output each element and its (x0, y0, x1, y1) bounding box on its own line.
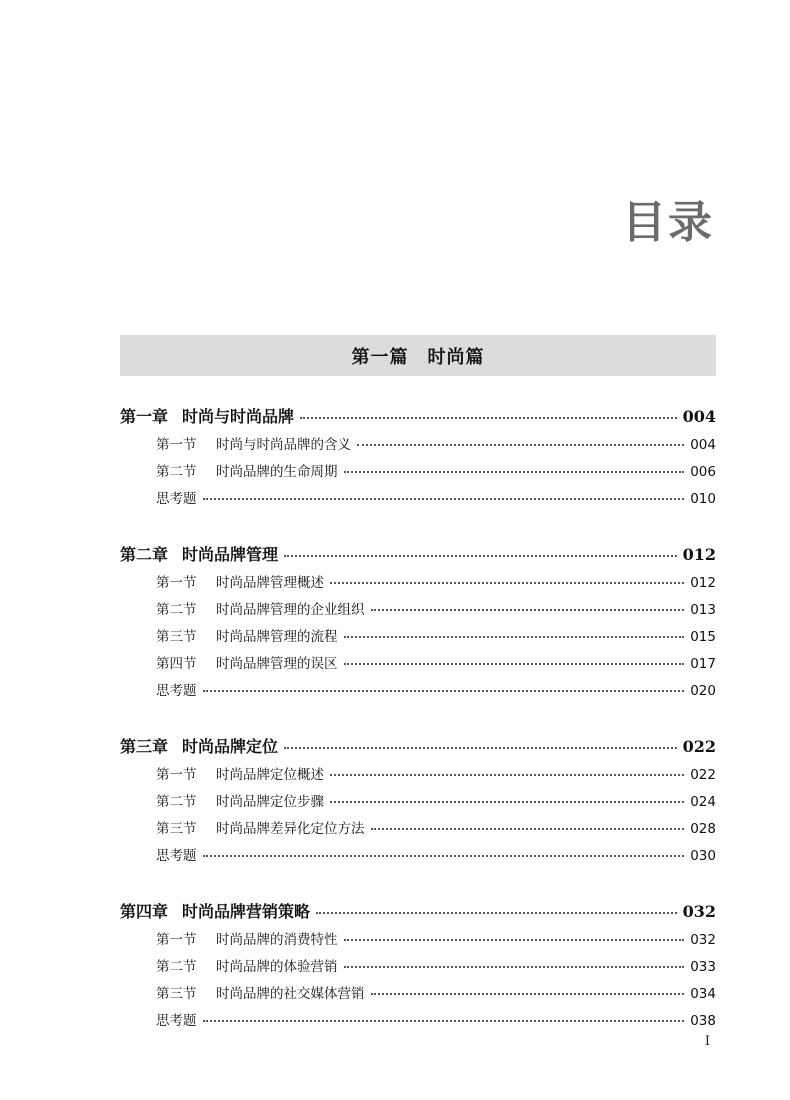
section-number: 第三节 (156, 986, 197, 1002)
section-label (156, 817, 365, 837)
page-title: 目录 (622, 197, 714, 248)
dot-leader (344, 457, 685, 473)
dot-leader (203, 484, 685, 500)
toc-section-entry[interactable] (120, 625, 716, 652)
section-page-number: 034 (690, 986, 716, 1002)
toc-section-entry[interactable] (120, 652, 716, 679)
section-number: 第一节 (156, 437, 197, 453)
chapter-title: 时尚与时尚品牌 (182, 407, 295, 426)
section-number: 第一节 (156, 575, 197, 591)
dot-leader (203, 1006, 685, 1022)
page-folio: I (704, 1034, 710, 1049)
chapter-label (120, 542, 278, 565)
toc-section-entry[interactable] (120, 571, 716, 598)
dot-leader (330, 760, 684, 776)
chapter-page-number: 004 (682, 407, 716, 426)
section-label (156, 487, 197, 507)
section-label (156, 652, 338, 672)
section-label (156, 763, 324, 783)
dot-leader (330, 568, 684, 584)
section-title: 思考题 (156, 491, 197, 507)
section-label (156, 955, 338, 975)
toc-section-entry[interactable] (120, 763, 716, 790)
section-page-number: 013 (690, 602, 716, 618)
section-number: 第一节 (156, 932, 197, 948)
chapter-label (120, 404, 294, 427)
dot-leader (344, 649, 685, 665)
section-number: 第二节 (156, 464, 197, 480)
chapter-number: 第二章 (120, 545, 169, 564)
toc-list (120, 404, 716, 1064)
part-title: 第一篇 时尚篇 (351, 346, 485, 368)
dot-leader (203, 841, 685, 857)
dot-leader (344, 925, 685, 941)
chapter-label (120, 734, 278, 757)
section-label (156, 460, 338, 480)
section-title: 时尚与时尚品牌的含义 (216, 437, 351, 453)
dot-leader (203, 676, 685, 692)
section-page-number: 032 (690, 932, 716, 948)
section-label (156, 598, 365, 618)
section-title: 思考题 (156, 1013, 197, 1029)
toc-chapter (120, 899, 716, 1036)
toc-section-entry[interactable] (120, 598, 716, 625)
dot-leader (284, 733, 677, 749)
toc-chapter-entry[interactable] (120, 734, 716, 763)
section-title: 时尚品牌的生命周期 (216, 464, 338, 480)
section-page-number: 010 (690, 491, 716, 507)
section-title: 时尚品牌定位概述 (216, 767, 324, 783)
section-title: 时尚品牌的体验营销 (216, 959, 338, 975)
chapter-title: 时尚品牌营销策略 (182, 902, 311, 921)
toc-section-entry[interactable] (120, 844, 716, 871)
section-label (156, 928, 338, 948)
section-page-number: 038 (690, 1013, 716, 1029)
chapter-title: 时尚品牌管理 (182, 545, 279, 564)
toc-section-entry[interactable] (120, 1009, 716, 1036)
section-page-number: 022 (690, 767, 716, 783)
toc-section-entry[interactable] (120, 982, 716, 1009)
section-page-number: 012 (690, 575, 716, 591)
dot-leader (357, 430, 684, 446)
dot-leader (344, 952, 685, 968)
section-page-number: 030 (690, 848, 716, 864)
section-label (156, 571, 324, 591)
toc-chapter (120, 542, 716, 706)
section-label (156, 844, 197, 864)
section-number: 第二节 (156, 959, 197, 975)
chapter-page-number: 022 (682, 737, 716, 756)
section-title: 时尚品牌定位步骤 (216, 794, 324, 810)
toc-section-entry[interactable] (120, 955, 716, 982)
section-label (156, 625, 338, 645)
toc-section-entry[interactable] (120, 790, 716, 817)
section-number: 第四节 (156, 656, 197, 672)
dot-leader (330, 787, 684, 803)
toc-section-entry[interactable] (120, 817, 716, 844)
section-title: 时尚品牌差异化定位方法 (216, 821, 365, 837)
chapter-number: 第三章 (120, 737, 169, 756)
section-page-number: 024 (690, 794, 716, 810)
section-label (156, 982, 365, 1002)
section-title: 时尚品牌管理概述 (216, 575, 324, 591)
section-number: 第三节 (156, 629, 197, 645)
chapter-number: 第一章 (120, 407, 169, 426)
toc-section-entry[interactable] (120, 928, 716, 955)
section-page-number: 006 (690, 464, 716, 480)
section-page-number: 028 (690, 821, 716, 837)
section-title: 时尚品牌管理的企业组织 (216, 602, 365, 618)
toc-section-entry[interactable] (120, 679, 716, 706)
dot-leader (300, 403, 677, 419)
section-label (156, 679, 197, 699)
dot-leader (284, 541, 677, 557)
toc-chapter-entry[interactable] (120, 542, 716, 571)
toc-chapter (120, 404, 716, 514)
toc-section-entry[interactable] (120, 433, 716, 460)
chapter-label (120, 899, 310, 922)
toc-chapter (120, 734, 716, 871)
toc-chapter-entry[interactable] (120, 899, 716, 928)
section-title: 时尚品牌的消费特性 (216, 932, 338, 948)
section-title: 时尚品牌的社交媒体营销 (216, 986, 365, 1002)
section-title: 思考题 (156, 848, 197, 864)
toc-section-entry[interactable] (120, 487, 716, 514)
section-label (156, 433, 351, 453)
section-number: 第三节 (156, 821, 197, 837)
section-page-number: 015 (690, 629, 716, 645)
toc-chapter-entry[interactable] (120, 404, 716, 433)
section-title: 时尚品牌管理的误区 (216, 656, 338, 672)
section-title: 思考题 (156, 683, 197, 699)
section-label (156, 1009, 197, 1029)
section-title: 时尚品牌管理的流程 (216, 629, 338, 645)
section-number: 第一节 (156, 767, 197, 783)
chapter-page-number: 012 (682, 545, 716, 564)
section-page-number: 020 (690, 683, 716, 699)
chapter-title: 时尚品牌定位 (182, 737, 279, 756)
section-page-number: 017 (690, 656, 716, 672)
dot-leader (371, 979, 685, 995)
chapter-number: 第四章 (120, 902, 169, 921)
dot-leader (316, 898, 677, 914)
section-number: 第二节 (156, 794, 197, 810)
part-banner (120, 335, 716, 376)
section-number: 第二节 (156, 602, 197, 618)
chapter-page-number: 032 (682, 902, 716, 921)
toc-section-entry[interactable] (120, 460, 716, 487)
section-page-number: 004 (690, 437, 716, 453)
section-page-number: 033 (690, 959, 716, 975)
dot-leader (344, 622, 685, 638)
dot-leader (371, 595, 685, 611)
dot-leader (371, 814, 685, 830)
section-label (156, 790, 324, 810)
